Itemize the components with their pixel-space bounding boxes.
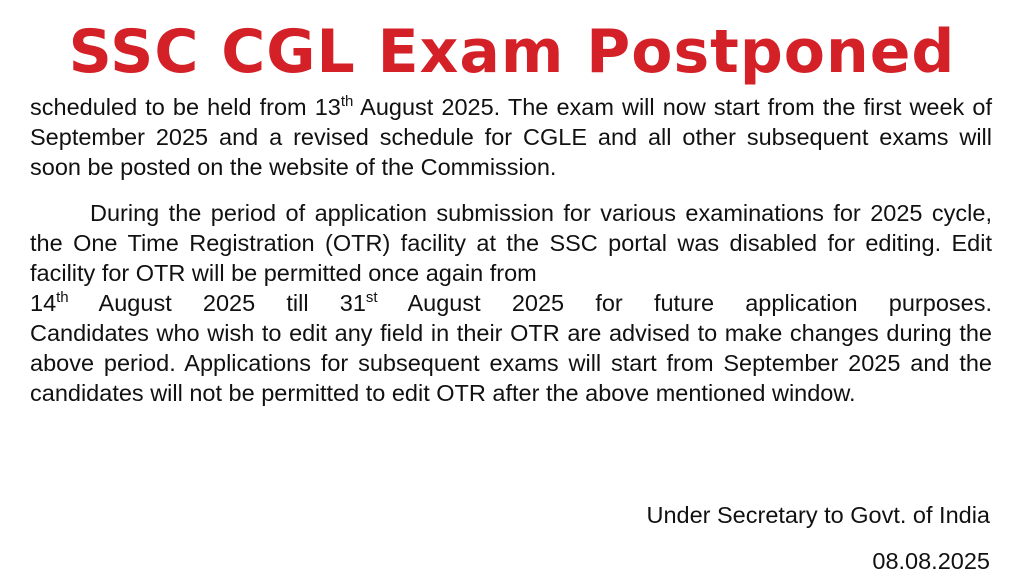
notice-body [30, 92, 992, 408]
page-title: SSC CGL Exam Postponed [68, 17, 956, 87]
paragraph-schedule [30, 92, 992, 182]
paragraph-text: August 2025 for future application purposes. [377, 290, 992, 316]
ordinal-suffix: st [365, 289, 378, 307]
signatory-designation: Under Secretary to Govt. of India [646, 502, 990, 528]
ordinal-suffix: th [340, 93, 354, 111]
paragraph-line [30, 288, 992, 318]
paragraph-text: August 2025. The exam will now start from the first week of September 2025 and a revised schedule for CGLE and all other subsequent exams will soon be posted on the website of the Commission. [30, 94, 992, 180]
notice-date: 08.08.2025 [872, 548, 990, 574]
paragraph-text: 14 [30, 290, 57, 316]
signature-block [646, 500, 990, 576]
paragraph-text: scheduled to be held from 13 [30, 94, 341, 120]
paragraph-text: Candidates who wish to edit any field in their OTR are advised to make changes during the above period. Applications for subsequent exams will start from September 2025 and the candidates will not be permitted to edit OTR after the above mentioned window. [30, 320, 992, 406]
paragraph-otr [30, 198, 992, 408]
paragraph-text: During the period of application submission for various examinations for 2025 cycle, the One Time Registration (OTR) facility at the SSC portal was disabled for editing. Edit facility for OTR will be permitted once again from [30, 200, 992, 286]
ordinal-suffix: th [56, 289, 69, 307]
paragraph-text: August 2025 till 31 [68, 290, 366, 316]
